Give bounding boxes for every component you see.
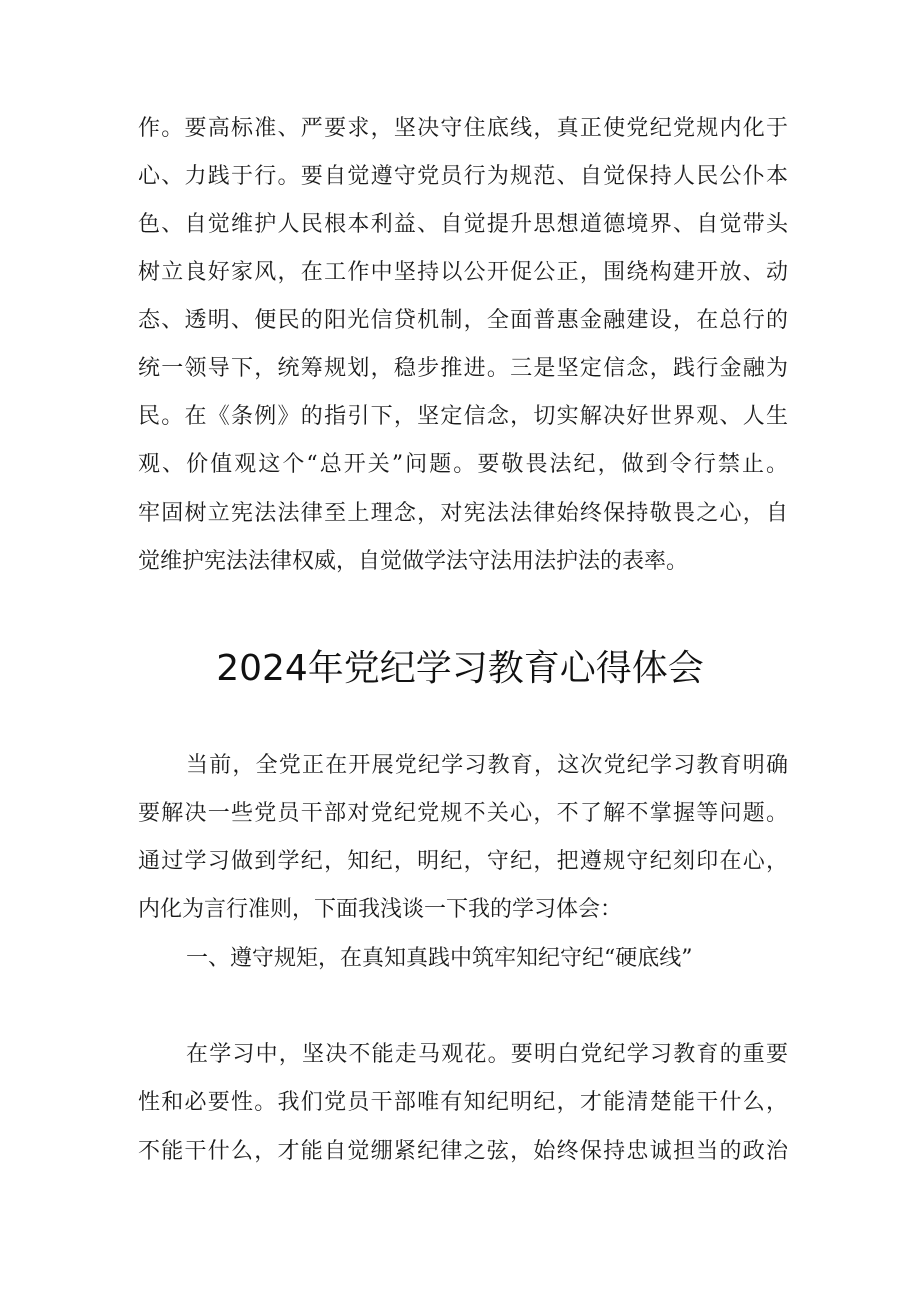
text-line: 通过学习做到学纪，知纪，明纪，守纪，把遵规守纪刻印在心， bbox=[138, 849, 788, 874]
text-line: 观、价值观这个“总开关”问题。要敬畏法纪，做到令行禁止。 bbox=[138, 452, 788, 477]
text-line: 觉维护宪法法律权威，自觉做学法守法用法护法的表率。 bbox=[138, 549, 689, 574]
text-line: 性和必要性。我们党员干部唯有知纪明纪，才能清楚能干什么， bbox=[138, 1090, 788, 1115]
text-line: 内化为言行准则，下面我浅谈一下我的学习体会： bbox=[138, 897, 623, 922]
text-line: 色、自觉维护人民根本利益、自觉提升思想道德境界、自觉带头 bbox=[138, 212, 788, 237]
text-line: 心、力践于行。要自觉遵守党员行为规范、自觉保持人民公仆本 bbox=[138, 164, 788, 189]
text-line: 当前，全党正在开展党纪学习教育，这次党纪学习教育明确 bbox=[186, 753, 788, 778]
text-line: 在学习中，坚决不能走马观花。要明白党纪学习教育的重要 bbox=[186, 1042, 788, 1067]
text-line: 树立良好家风，在工作中坚持以公开促公正，围绕构建开放、动 bbox=[138, 260, 788, 285]
text-line: 态、透明、便民的阳光信贷机制，全面普惠金融建设，在总行的 bbox=[138, 308, 788, 333]
text-line: 统一领导下，统筹规划，稳步推进。三是坚定信念，践行金融为 bbox=[138, 356, 788, 381]
section-heading: 一、遵守规矩，在真知真践中筑牢知纪守纪“硬底线” bbox=[186, 946, 693, 971]
text-line: 作。要高标准、严要求，坚决守住底线，真正使党纪党规内化于 bbox=[138, 116, 788, 141]
text-line: 牢固树立宪法法律至上理念，对宪法法律始终保持敬畏之心，自 bbox=[138, 501, 788, 526]
document-title: 2024年党纪学习教育心得体会 bbox=[216, 648, 704, 689]
text-line: 要解决一些党员干部对党纪党规不关心，不了解不掌握等问题。 bbox=[138, 801, 788, 826]
text-line: 不能干什么，才能自觉绷紧纪律之弦，始终保持忠诚担当的政治 bbox=[138, 1139, 788, 1164]
text-line: 民。在《条例》的指引下，坚定信念，切实解决好世界观、人生 bbox=[138, 404, 788, 429]
